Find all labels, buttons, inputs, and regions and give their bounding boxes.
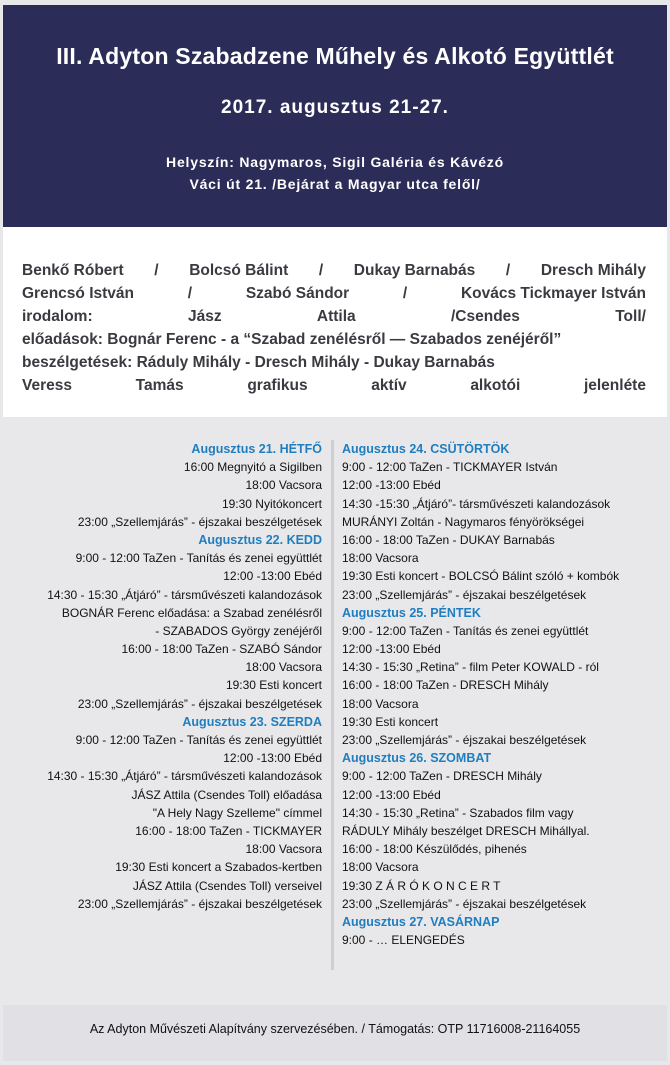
schedule-entry: - SZABADOS György zenéjéről bbox=[155, 623, 322, 638]
participant-line bbox=[22, 374, 646, 397]
schedule-entry: JÁSZ Attila (Csendes Toll) verseivel bbox=[132, 878, 322, 893]
schedule-entry: BOGNÁR Ferenc előadása: a Szabad zenélésről bbox=[61, 605, 322, 620]
participant-word: Attila bbox=[316, 308, 356, 325]
participant-line bbox=[22, 351, 646, 374]
schedule-entry: 18:00 Vacsora bbox=[245, 478, 322, 493]
schedule-entry: 19:30 Esti koncert a Szabados-kertben bbox=[115, 860, 322, 875]
participant-word: aktív bbox=[371, 377, 407, 394]
schedule-right-column bbox=[342, 440, 660, 949]
schedule-entry: 9:00 - 12:00 TaZen - Tanítás és zenei együttlét bbox=[342, 623, 589, 638]
participant-word: alkotói bbox=[470, 377, 521, 394]
schedule-entry: "A Hely Nagy Szelleme" címmel bbox=[152, 805, 322, 820]
schedule-entry: 12:00 -13:00 Ebéd bbox=[342, 642, 441, 657]
participant-word: Dresch Mihály bbox=[540, 262, 646, 279]
schedule-entry: 14:30 - 15:30 „Retina” - Szabados film vagy bbox=[342, 805, 574, 820]
venue-line-2: Váci út 21. /Bejárat a Magyar utca felől/ bbox=[189, 176, 481, 192]
schedule-entry: 9:00 - 12:00 TaZen - Tanítás és zenei együttlét bbox=[75, 551, 322, 566]
participant-word: / bbox=[187, 285, 193, 302]
schedule-entry: 23:00 „Szellemjárás” - éjszakai beszélgetések bbox=[342, 896, 587, 911]
schedule-entry: 12:00 -13:00 Ebéd bbox=[342, 478, 441, 493]
schedule-entry: 16:00 Megnyitó a Sigilben bbox=[183, 460, 322, 475]
day-heading: Augusztus 26. SZOMBAT bbox=[342, 751, 492, 766]
schedule-entry: 23:00 „Szellemjárás” - éjszakai beszélgetések bbox=[77, 514, 322, 529]
schedule-entry: 18:00 Vacsora bbox=[342, 696, 419, 711]
day-heading: Augusztus 22. KEDD bbox=[198, 532, 322, 547]
schedule-entry: 16:00 - 18:00 TaZen - SZABÓ Sándor bbox=[121, 642, 322, 657]
schedule-entry: 18:00 Vacsora bbox=[342, 860, 419, 875]
schedule-entry: 9:00 - 12:00 TaZen - Tanítás és zenei együttlét bbox=[75, 733, 322, 747]
schedule-left-column bbox=[10, 440, 322, 913]
participant-line bbox=[22, 282, 646, 305]
schedule-entry: 16:00 - 18:00 TaZen - TICKMAYER bbox=[135, 823, 322, 838]
participant-word: Bolcsó Bálint bbox=[189, 262, 289, 279]
schedule-entry: MURÁNYI Zoltán - Nagymaros fényörökségei bbox=[342, 514, 585, 529]
schedule-entry: 23:00 „Szellemjárás” - éjszakai beszélgetések bbox=[342, 587, 587, 602]
schedule-entry: 16:00 - 18:00 Készülődés, pihenés bbox=[342, 842, 527, 857]
participant-word: grafikus bbox=[247, 377, 308, 394]
participant-word: / bbox=[402, 285, 408, 302]
participant-line bbox=[22, 328, 646, 351]
participant-word: Benkő Róbert bbox=[22, 262, 124, 279]
day-heading: Augusztus 27. VASÁRNAP bbox=[342, 914, 500, 929]
schedule-entry: 18:00 Vacsora bbox=[245, 660, 322, 675]
participant-word: előadások: Bognár Ferenc - a “Szabad zenélésről — Szabados zenéjéről” bbox=[22, 331, 562, 348]
schedule-entry: JÁSZ Attila (Csendes Toll) előadása bbox=[131, 787, 322, 802]
schedule-entry: 19:30 Z Á R Ó K O N C E R T bbox=[342, 878, 501, 893]
column-divider bbox=[331, 440, 334, 970]
schedule-entry: 9:00 - … ELENGEDÉS bbox=[342, 933, 465, 948]
participant-word: jelenléte bbox=[583, 377, 646, 394]
schedule-entry: 19:30 Esti koncert - BOLCSÓ Bálint szóló + kombók bbox=[342, 569, 620, 584]
participant-word: / bbox=[318, 262, 324, 279]
participant-line bbox=[22, 259, 646, 282]
schedule-entry: 19:30 Esti koncert bbox=[342, 714, 439, 729]
participant-word: Veress bbox=[22, 377, 72, 394]
footer-text: Az Adyton Művészeti Alapítvány szervezésében. / Támogatás: OTP 11716008-21164055 bbox=[89, 1022, 581, 1036]
schedule-entry: 18:00 Vacsora bbox=[245, 842, 322, 857]
schedule-entry: 12:00 -13:00 Ebéd bbox=[223, 569, 322, 584]
schedule-entry: 14:30 - 15:30 „Átjáró” - társművészeti kalandozások bbox=[47, 769, 322, 784]
participant-word: beszélgetések: Ráduly Mihály - Dresch Mihály - Dukay Barnabás bbox=[22, 354, 495, 371]
day-heading: Augusztus 21. HÉTFŐ bbox=[191, 442, 322, 456]
schedule-entry: 9:00 - 12:00 TaZen - DRESCH Mihály bbox=[342, 769, 542, 784]
participant-word: Toll/ bbox=[615, 308, 646, 325]
schedule-entry: 14:30 - 15:30 „Retina” - film Peter KOWALD - ról bbox=[342, 660, 599, 675]
schedule-entry: 23:00 „Szellemjárás” - éjszakai beszélgetések bbox=[77, 696, 322, 711]
schedule-entry: 12:00 -13:00 Ebéd bbox=[342, 787, 441, 802]
day-heading: Augusztus 25. PÉNTEK bbox=[342, 605, 481, 620]
participant-word: / bbox=[154, 262, 159, 279]
participant-word: Jász bbox=[187, 308, 222, 325]
venue-line-1: Helyszín: Nagymaros, Sigil Galéria és Kávézó bbox=[166, 154, 504, 170]
participant-word: / bbox=[505, 262, 511, 279]
participant-word: Tamás bbox=[135, 377, 184, 394]
participant-word: Kovács Tickmayer István bbox=[460, 285, 646, 302]
day-heading: Augusztus 24. CSÜTÖRTÖK bbox=[342, 442, 510, 456]
schedule-entry: 19:30 Nyitókoncert bbox=[221, 496, 322, 511]
participant-word: Grencsó István bbox=[22, 285, 134, 302]
participant-word: irodalom: bbox=[22, 308, 93, 325]
participant-word: /Csendes bbox=[450, 308, 520, 325]
schedule-entry: 23:00 „Szellemjárás” - éjszakai beszélgetések bbox=[342, 733, 587, 747]
participant-line bbox=[22, 305, 646, 328]
schedule-entry: 14:30 -15:30 „Átjáró”- társművészeti kalandozások bbox=[342, 496, 611, 511]
schedule-entry: 23:00 „Szellemjárás” - éjszakai beszélgetések bbox=[77, 896, 322, 911]
event-dates: 2017. augusztus 21-27. bbox=[221, 97, 449, 118]
schedule-entry: 16:00 - 18:00 TaZen - DRESCH Mihály bbox=[342, 678, 549, 693]
header-banner bbox=[3, 5, 667, 227]
schedule-entry: 9:00 - 12:00 TaZen - TICKMAYER István bbox=[342, 460, 558, 475]
schedule-entry: 14:30 - 15:30 „Átjáró” - társművészeti kalandozások bbox=[47, 587, 322, 602]
schedule-entry: RÁDULY Mihály beszélget DRESCH Mihállyal. bbox=[342, 823, 590, 838]
schedule-entry: 16:00 - 18:00 TaZen - DUKAY Barnabás bbox=[342, 532, 555, 547]
participants-list bbox=[22, 259, 646, 397]
participant-word: Szabó Sándor bbox=[245, 285, 350, 302]
schedule-entry: 19:30 Esti koncert bbox=[225, 678, 322, 693]
event-title: III. Adyton Szabadzene Műhely és Alkotó Együttlét bbox=[56, 43, 614, 69]
day-heading: Augusztus 23. SZERDA bbox=[182, 714, 322, 729]
schedule-entry: 12:00 -13:00 Ebéd bbox=[223, 751, 322, 766]
participant-word: Dukay Barnabás bbox=[353, 262, 476, 279]
schedule-entry: 18:00 Vacsora bbox=[342, 551, 419, 566]
